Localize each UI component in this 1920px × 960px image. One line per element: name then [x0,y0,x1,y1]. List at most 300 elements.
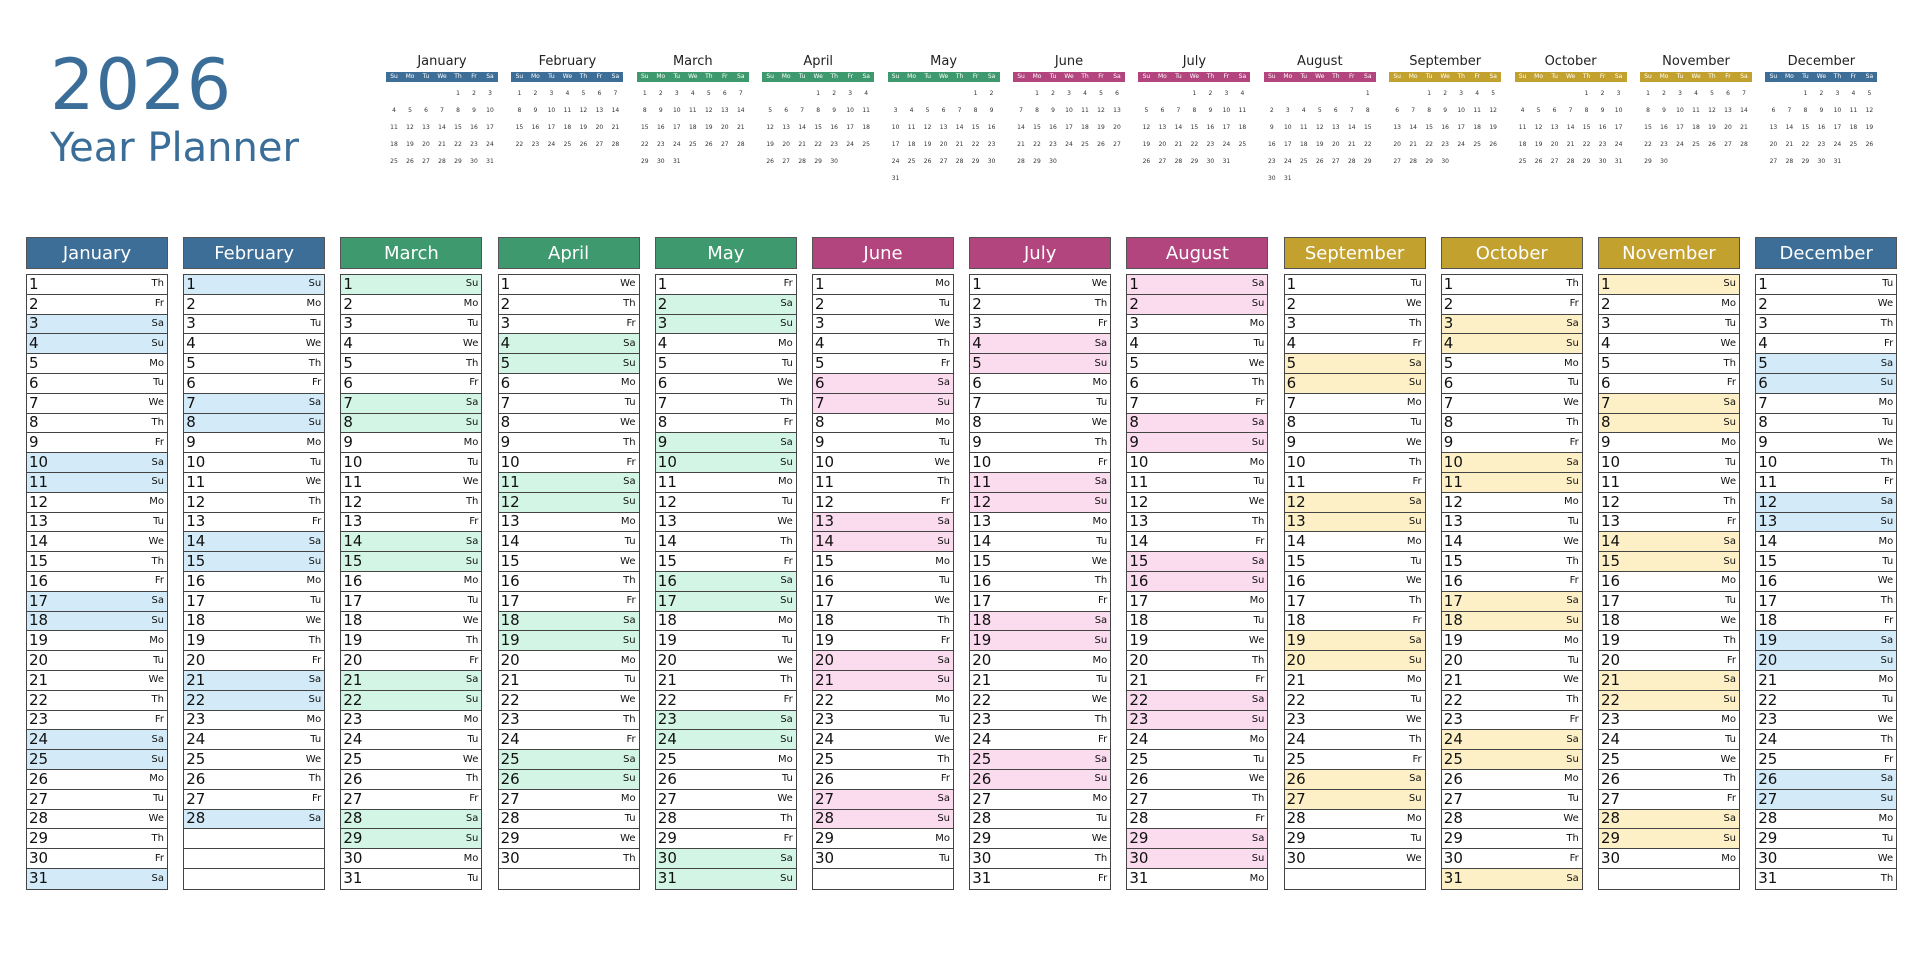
planner-day-row[interactable] [1599,532,1739,552]
planner-day-row[interactable] [656,334,796,354]
planner-day-row[interactable] [341,849,481,869]
planner-day-row[interactable] [184,453,324,473]
planner-day-row[interactable] [1127,374,1267,394]
planner-day-row[interactable] [1285,631,1425,651]
planner-day-row[interactable] [1599,315,1739,335]
planner-day-row[interactable] [499,790,639,810]
planner-day-row[interactable] [813,493,953,513]
planner-day-row[interactable] [1285,532,1425,552]
planner-day-row[interactable] [1599,275,1739,295]
planner-day-row[interactable] [970,295,1110,315]
planner-day-row[interactable] [27,810,167,830]
planner-day-row[interactable] [1285,730,1425,750]
planner-day-row[interactable] [813,414,953,434]
planner-day-row[interactable] [656,691,796,711]
planner-day-row[interactable] [341,750,481,770]
planner-day-row[interactable] [27,612,167,632]
planner-day-row[interactable] [970,869,1110,889]
planner-day-row[interactable] [1442,790,1582,810]
planner-day-row[interactable] [184,631,324,651]
planner-day-row[interactable] [1285,750,1425,770]
planner-day-row[interactable] [970,532,1110,552]
planner-day-row[interactable] [341,354,481,374]
planner-day-row[interactable] [1127,334,1267,354]
planner-day-row[interactable] [1127,829,1267,849]
planner-day-row[interactable] [1756,671,1896,691]
planner-day-row[interactable] [813,295,953,315]
planner-day-row[interactable] [341,552,481,572]
planner-day-row[interactable] [184,869,324,889]
planner-day-row[interactable] [1285,493,1425,513]
planner-day-row[interactable] [1285,829,1425,849]
planner-day-row[interactable] [1127,394,1267,414]
planner-day-row[interactable] [341,433,481,453]
planner-day-row[interactable] [970,829,1110,849]
planner-day-row[interactable] [1599,513,1739,533]
planner-day-row[interactable] [184,334,324,354]
planner-day-row[interactable] [1599,552,1739,572]
planner-day-row[interactable] [184,552,324,572]
planner-day-row[interactable] [813,354,953,374]
planner-day-row[interactable] [813,315,953,335]
planner-day-row[interactable] [1442,829,1582,849]
planner-day-row[interactable] [1599,394,1739,414]
planner-day-row[interactable] [1599,334,1739,354]
planner-day-row[interactable] [1599,750,1739,770]
planner-day-row[interactable] [1599,453,1739,473]
planner-day-row[interactable] [1756,612,1896,632]
planner-day-row[interactable] [970,572,1110,592]
planner-day-row[interactable] [970,849,1110,869]
planner-day-row[interactable] [1285,592,1425,612]
planner-day-row[interactable] [656,315,796,335]
planner-day-row[interactable] [341,651,481,671]
planner-day-row[interactable] [184,592,324,612]
planner-day-row[interactable] [1756,869,1896,889]
planner-day-row[interactable] [970,414,1110,434]
planner-day-row[interactable] [1442,849,1582,869]
planner-day-row[interactable] [970,275,1110,295]
planner-day-row[interactable] [27,532,167,552]
planner-day-row[interactable] [656,849,796,869]
planner-day-row[interactable] [1127,275,1267,295]
planner-day-row[interactable] [184,315,324,335]
planner-day-row[interactable] [813,829,953,849]
planner-day-row[interactable] [656,790,796,810]
planner-day-row[interactable] [970,552,1110,572]
planner-day-row[interactable] [1285,334,1425,354]
planner-day-row[interactable] [1756,493,1896,513]
planner-day-row[interactable] [813,612,953,632]
planner-day-row[interactable] [970,671,1110,691]
planner-day-row[interactable] [1442,770,1582,790]
planner-day-row[interactable] [813,374,953,394]
planner-day-row[interactable] [27,473,167,493]
planner-day-row[interactable] [656,730,796,750]
planner-day-row[interactable] [970,513,1110,533]
planner-day-row[interactable] [341,691,481,711]
planner-day-row[interactable] [499,829,639,849]
planner-day-row[interactable] [1285,295,1425,315]
planner-day-row[interactable] [27,592,167,612]
planner-day-row[interactable] [970,493,1110,513]
planner-day-row[interactable] [184,829,324,849]
planner-day-row[interactable] [656,651,796,671]
planner-day-row[interactable] [1442,354,1582,374]
planner-day-row[interactable] [27,552,167,572]
planner-day-row[interactable] [1127,631,1267,651]
planner-day-row[interactable] [499,394,639,414]
planner-day-row[interactable] [970,612,1110,632]
planner-day-row[interactable] [184,414,324,434]
planner-day-row[interactable] [1442,374,1582,394]
planner-day-row[interactable] [27,453,167,473]
planner-day-row[interactable] [1756,750,1896,770]
planner-day-row[interactable] [499,493,639,513]
planner-day-row[interactable] [341,790,481,810]
planner-day-row[interactable] [1599,869,1739,889]
planner-day-row[interactable] [1756,394,1896,414]
planner-day-row[interactable] [1442,651,1582,671]
planner-day-row[interactable] [1127,552,1267,572]
planner-day-row[interactable] [1599,730,1739,750]
planner-day-row[interactable] [656,572,796,592]
planner-day-row[interactable] [499,810,639,830]
planner-day-row[interactable] [1756,552,1896,572]
planner-day-row[interactable] [1442,711,1582,731]
planner-day-row[interactable] [813,869,953,889]
planner-day-row[interactable] [1127,433,1267,453]
planner-day-row[interactable] [27,671,167,691]
planner-day-row[interactable] [656,414,796,434]
planner-day-row[interactable] [1599,473,1739,493]
planner-day-row[interactable] [27,354,167,374]
planner-day-row[interactable] [1599,592,1739,612]
planner-day-row[interactable] [1442,592,1582,612]
planner-day-row[interactable] [1442,414,1582,434]
planner-day-row[interactable] [341,829,481,849]
planner-day-row[interactable] [656,770,796,790]
planner-day-row[interactable] [656,592,796,612]
planner-day-row[interactable] [1127,612,1267,632]
planner-day-row[interactable] [1285,433,1425,453]
planner-day-row[interactable] [184,651,324,671]
planner-day-row[interactable] [970,691,1110,711]
planner-day-row[interactable] [1127,315,1267,335]
planner-day-row[interactable] [499,552,639,572]
planner-day-row[interactable] [970,750,1110,770]
planner-day-row[interactable] [341,374,481,394]
planner-day-row[interactable] [184,691,324,711]
planner-day-row[interactable] [813,711,953,731]
planner-day-row[interactable] [1756,334,1896,354]
planner-day-row[interactable] [1442,552,1582,572]
planner-day-row[interactable] [341,493,481,513]
planner-day-row[interactable] [499,750,639,770]
planner-day-row[interactable] [341,532,481,552]
planner-day-row[interactable] [1127,354,1267,374]
planner-day-row[interactable] [341,513,481,533]
planner-day-row[interactable] [27,829,167,849]
planner-day-row[interactable] [184,730,324,750]
planner-day-row[interactable] [1442,730,1582,750]
planner-day-row[interactable] [1756,315,1896,335]
planner-day-row[interactable] [499,691,639,711]
planner-day-row[interactable] [1127,592,1267,612]
planner-day-row[interactable] [970,711,1110,731]
planner-day-row[interactable] [1756,651,1896,671]
planner-day-row[interactable] [27,334,167,354]
planner-day-row[interactable] [1285,572,1425,592]
planner-day-row[interactable] [1756,414,1896,434]
planner-day-row[interactable] [1599,810,1739,830]
planner-day-row[interactable] [970,790,1110,810]
planner-day-row[interactable] [1127,691,1267,711]
planner-day-row[interactable] [1599,770,1739,790]
planner-day-row[interactable] [341,394,481,414]
planner-day-row[interactable] [970,374,1110,394]
planner-day-row[interactable] [1285,612,1425,632]
planner-day-row[interactable] [813,473,953,493]
planner-day-row[interactable] [184,295,324,315]
planner-day-row[interactable] [341,315,481,335]
planner-day-row[interactable] [499,730,639,750]
planner-day-row[interactable] [813,394,953,414]
planner-day-row[interactable] [813,513,953,533]
planner-day-row[interactable] [1599,433,1739,453]
planner-day-row[interactable] [1127,671,1267,691]
planner-day-row[interactable] [1756,572,1896,592]
planner-day-row[interactable] [341,295,481,315]
planner-day-row[interactable] [499,671,639,691]
planner-day-row[interactable] [1285,790,1425,810]
planner-day-row[interactable] [1599,572,1739,592]
planner-day-row[interactable] [341,869,481,889]
planner-day-row[interactable] [27,414,167,434]
planner-day-row[interactable] [1285,711,1425,731]
planner-day-row[interactable] [341,770,481,790]
planner-day-row[interactable] [1756,810,1896,830]
planner-day-row[interactable] [656,711,796,731]
planner-day-row[interactable] [1756,295,1896,315]
planner-day-row[interactable] [184,671,324,691]
planner-day-row[interactable] [27,651,167,671]
planner-day-row[interactable] [1127,513,1267,533]
planner-day-row[interactable] [1442,691,1582,711]
planner-day-row[interactable] [970,631,1110,651]
planner-day-row[interactable] [341,414,481,434]
planner-day-row[interactable] [1285,315,1425,335]
planner-day-row[interactable] [341,275,481,295]
planner-day-row[interactable] [1442,671,1582,691]
planner-day-row[interactable] [813,750,953,770]
planner-day-row[interactable] [970,592,1110,612]
planner-day-row[interactable] [813,334,953,354]
planner-day-row[interactable] [1599,354,1739,374]
planner-day-row[interactable] [656,433,796,453]
planner-day-row[interactable] [341,572,481,592]
planner-day-row[interactable] [1442,473,1582,493]
planner-day-row[interactable] [813,810,953,830]
planner-day-row[interactable] [1127,711,1267,731]
planner-day-row[interactable] [1127,651,1267,671]
planner-day-row[interactable] [1442,513,1582,533]
planner-day-row[interactable] [813,532,953,552]
planner-day-row[interactable] [499,869,639,889]
planner-day-row[interactable] [27,493,167,513]
planner-day-row[interactable] [656,493,796,513]
planner-day-row[interactable] [1127,730,1267,750]
planner-day-row[interactable] [1756,433,1896,453]
planner-day-row[interactable] [1442,433,1582,453]
planner-day-row[interactable] [970,651,1110,671]
planner-day-row[interactable] [1442,295,1582,315]
planner-day-row[interactable] [970,810,1110,830]
planner-day-row[interactable] [1756,849,1896,869]
planner-day-row[interactable] [341,473,481,493]
planner-day-row[interactable] [499,315,639,335]
planner-day-row[interactable] [1442,315,1582,335]
planner-day-row[interactable] [656,671,796,691]
planner-day-row[interactable] [656,473,796,493]
planner-day-row[interactable] [1599,612,1739,632]
planner-day-row[interactable] [1127,750,1267,770]
planner-day-row[interactable] [1756,631,1896,651]
planner-day-row[interactable] [970,730,1110,750]
planner-day-row[interactable] [184,394,324,414]
planner-day-row[interactable] [1756,829,1896,849]
planner-day-row[interactable] [970,453,1110,473]
planner-day-row[interactable] [499,414,639,434]
planner-day-row[interactable] [813,552,953,572]
planner-day-row[interactable] [1599,493,1739,513]
planner-day-row[interactable] [1756,513,1896,533]
planner-day-row[interactable] [184,473,324,493]
planner-day-row[interactable] [813,275,953,295]
planner-day-row[interactable] [499,354,639,374]
planner-day-row[interactable] [656,532,796,552]
planner-day-row[interactable] [184,493,324,513]
planner-day-row[interactable] [656,869,796,889]
planner-day-row[interactable] [27,513,167,533]
planner-day-row[interactable] [1127,790,1267,810]
planner-day-row[interactable] [341,334,481,354]
planner-day-row[interactable] [813,691,953,711]
planner-day-row[interactable] [1442,810,1582,830]
planner-day-row[interactable] [1756,453,1896,473]
planner-day-row[interactable] [1285,810,1425,830]
planner-day-row[interactable] [184,790,324,810]
planner-day-row[interactable] [27,295,167,315]
planner-day-row[interactable] [341,711,481,731]
planner-day-row[interactable] [27,315,167,335]
planner-day-row[interactable] [27,275,167,295]
planner-day-row[interactable] [813,592,953,612]
planner-day-row[interactable] [1127,473,1267,493]
planner-day-row[interactable] [184,770,324,790]
planner-day-row[interactable] [813,453,953,473]
planner-day-row[interactable] [1599,651,1739,671]
planner-day-row[interactable] [341,631,481,651]
planner-day-row[interactable] [813,572,953,592]
planner-day-row[interactable] [813,433,953,453]
planner-day-row[interactable] [656,295,796,315]
planner-day-row[interactable] [1442,334,1582,354]
planner-day-row[interactable] [184,532,324,552]
planner-day-row[interactable] [184,750,324,770]
planner-day-row[interactable] [970,770,1110,790]
planner-day-row[interactable] [1442,869,1582,889]
planner-day-row[interactable] [499,612,639,632]
planner-day-row[interactable] [184,275,324,295]
planner-day-row[interactable] [341,730,481,750]
planner-day-row[interactable] [184,849,324,869]
planner-day-row[interactable] [184,572,324,592]
planner-day-row[interactable] [1442,532,1582,552]
planner-day-row[interactable] [970,473,1110,493]
planner-day-row[interactable] [184,711,324,731]
planner-day-row[interactable] [1285,869,1425,889]
planner-day-row[interactable] [499,631,639,651]
planner-day-row[interactable] [184,612,324,632]
planner-day-row[interactable] [27,750,167,770]
planner-day-row[interactable] [499,433,639,453]
planner-day-row[interactable] [499,473,639,493]
planner-day-row[interactable] [27,849,167,869]
planner-day-row[interactable] [1127,295,1267,315]
planner-day-row[interactable] [27,374,167,394]
planner-day-row[interactable] [499,295,639,315]
planner-day-row[interactable] [341,592,481,612]
planner-day-row[interactable] [813,790,953,810]
planner-day-row[interactable] [499,711,639,731]
planner-day-row[interactable] [656,552,796,572]
planner-day-row[interactable] [1127,572,1267,592]
planner-day-row[interactable] [1599,414,1739,434]
planner-day-row[interactable] [27,631,167,651]
planner-day-row[interactable] [1442,275,1582,295]
planner-day-row[interactable] [27,572,167,592]
planner-day-row[interactable] [1599,631,1739,651]
planner-day-row[interactable] [1756,711,1896,731]
planner-day-row[interactable] [499,770,639,790]
planner-day-row[interactable] [656,374,796,394]
planner-day-row[interactable] [1756,275,1896,295]
planner-day-row[interactable] [1599,829,1739,849]
planner-day-row[interactable] [1442,493,1582,513]
planner-day-row[interactable] [1599,790,1739,810]
planner-day-row[interactable] [27,730,167,750]
planner-day-row[interactable] [656,394,796,414]
planner-day-row[interactable] [656,513,796,533]
planner-day-row[interactable] [1127,414,1267,434]
planner-day-row[interactable] [499,275,639,295]
planner-day-row[interactable] [1756,592,1896,612]
planner-day-row[interactable] [970,394,1110,414]
planner-day-row[interactable] [1285,394,1425,414]
planner-day-row[interactable] [1285,849,1425,869]
planner-day-row[interactable] [341,810,481,830]
planner-day-row[interactable] [184,354,324,374]
planner-day-row[interactable] [1285,552,1425,572]
planner-day-row[interactable] [27,691,167,711]
planner-day-row[interactable] [1756,790,1896,810]
planner-day-row[interactable] [656,612,796,632]
planner-day-row[interactable] [499,532,639,552]
planner-day-row[interactable] [1599,711,1739,731]
planner-day-row[interactable] [813,651,953,671]
planner-day-row[interactable] [1285,473,1425,493]
